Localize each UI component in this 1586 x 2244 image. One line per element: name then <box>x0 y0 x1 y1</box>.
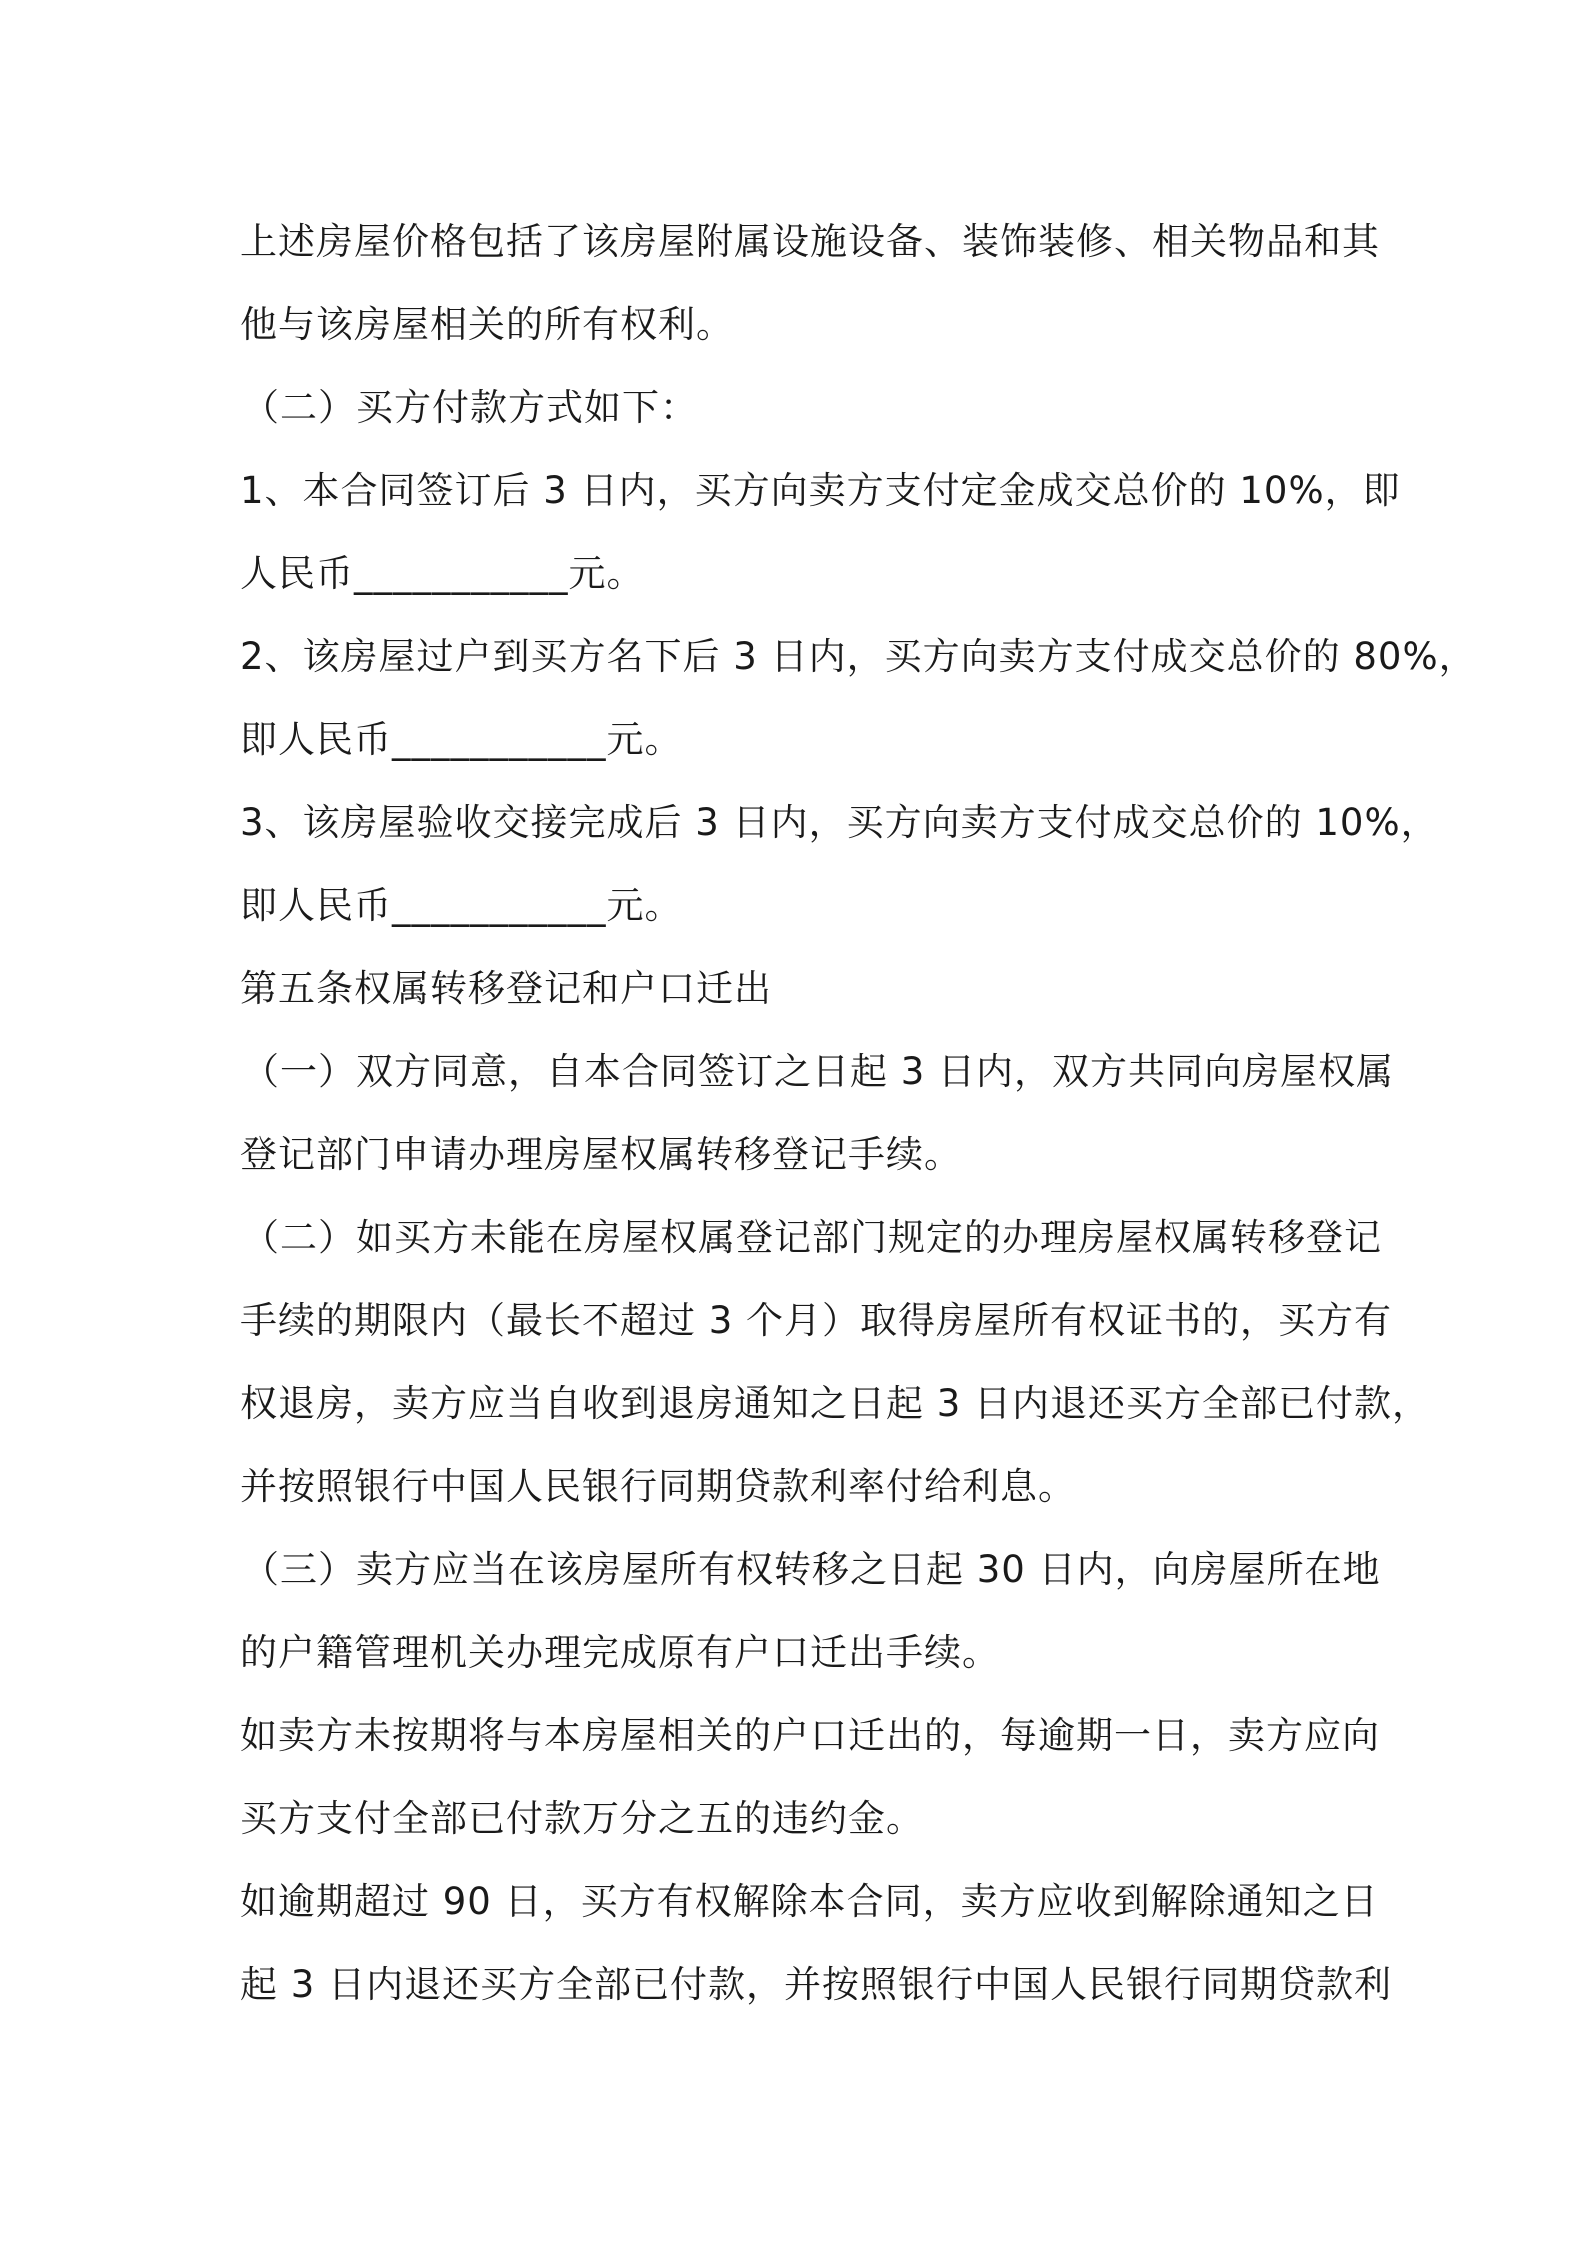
document-body <box>240 200 1477 2026</box>
article-5-clause-2-cont-2: 权退房，卖方应当自收到退房通知之日起 3 日内退还买方全部已付款， <box>240 1382 1431 1425</box>
payment-item-3: 3、该房屋验收交接完成后 3 日内，买方向卖方支付成交总价的 10%， <box>240 801 1439 844</box>
penalty-paragraph-2: 如逾期超过 90 日，买方有权解除本合同，卖方应收到解除通知之日 <box>240 1880 1379 1923</box>
clause-heading-payment: （二）买方付款方式如下： <box>242 386 698 429</box>
text-line-2: 他与该房屋相关的所有权利。 <box>240 303 734 346</box>
article-5-heading: 第五条权属转移登记和户口迁出 <box>240 967 772 1010</box>
penalty-paragraph-2-cont: 起 3 日内退还买方全部已付款，并按照银行中国人民银行同期贷款利 <box>240 1963 1393 2006</box>
payment-item-1: 1、本合同签订后 3 日内，买方向卖方支付定金成交总价的 10%，即 <box>240 469 1401 512</box>
article-5-clause-2-cont-1: 手续的期限内（最长不超过 3 个月）取得房屋所有权证书的，买方有 <box>240 1299 1393 1342</box>
article-5-clause-1-cont: 登记部门申请办理房屋权属转移登记手续。 <box>240 1133 962 1176</box>
payment-item-1-amount: 人民币___________元。 <box>240 552 645 595</box>
payment-item-2: 2、该房屋过户到买方名下后 3 日内，买方向卖方支付成交总价的 80%， <box>240 635 1477 678</box>
penalty-paragraph-1-cont: 买方支付全部已付款万分之五的违约金。 <box>240 1797 924 1840</box>
text-line-1: 上述房屋价格包括了该房屋附属设施设备、装饰装修、相关物品和其 <box>240 220 1380 263</box>
article-5-clause-3: （三）卖方应当在该房屋所有权转移之日起 30 日内，向房屋所在地 <box>242 1548 1381 1591</box>
article-5-clause-3-cont: 的户籍管理机关办理完成原有户口迁出手续。 <box>240 1631 1000 1674</box>
article-5-clause-2: （二）如买方未能在房屋权属登记部门规定的办理房屋权属转移登记 <box>242 1216 1382 1259</box>
penalty-paragraph-1: 如卖方未按期将与本房屋相关的户口迁出的，每逾期一日，卖方应向 <box>240 1714 1380 1757</box>
payment-item-3-amount: 即人民币___________元。 <box>240 884 683 927</box>
article-5-clause-2-cont-3: 并按照银行中国人民银行同期贷款利率付给利息。 <box>240 1465 1076 1508</box>
payment-item-2-amount: 即人民币___________元。 <box>240 718 683 761</box>
article-5-clause-1: （一）双方同意，自本合同签订之日起 3 日内，双方共同向房屋权属 <box>242 1050 1395 1093</box>
